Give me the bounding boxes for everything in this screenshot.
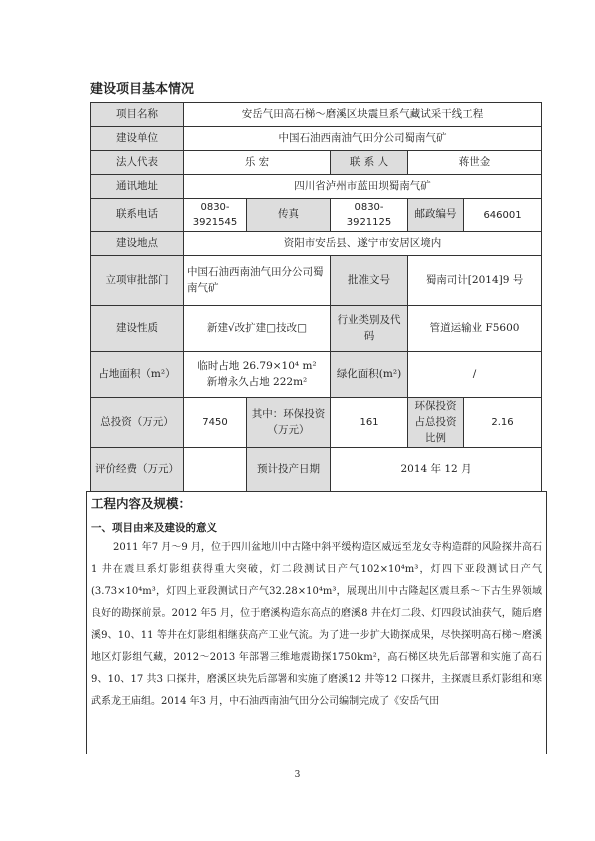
page-number: 3	[294, 770, 301, 780]
builder-label: 建设单位	[91, 127, 184, 151]
env-ratio: 2.16	[464, 398, 542, 448]
nature: 新建√改扩建□技改□	[184, 306, 331, 352]
contact: 蒋世金	[408, 151, 542, 175]
area-perm: 新增永久占地 222m²	[206, 375, 308, 388]
project-name: 安岳气田高石梯～磨溪区块震旦系气藏试采干线工程	[184, 103, 542, 127]
eval-label: 评价经费（万元）	[91, 448, 184, 492]
env-invest: 161	[331, 398, 408, 448]
area-temp: 临时占地 26.79×10⁴ m²	[197, 359, 317, 372]
env-invest-label: 其中：环保投资（万元）	[247, 398, 331, 448]
contact-label: 联 系 人	[331, 151, 408, 175]
site-label: 建设地点	[91, 232, 184, 256]
green-label: 绿化面积(m²)	[331, 352, 408, 398]
postcode: 646001	[464, 199, 542, 232]
approval-dept-label: 立项审批部门	[91, 256, 184, 306]
content-subheading: 一、项目由来及建设的意义	[91, 522, 217, 534]
industry: 管道运输业 F5600	[408, 306, 542, 352]
address: 四川省泸州市蓝田坝蜀南气矿	[184, 175, 542, 199]
invest-label: 总投资（万元）	[91, 398, 184, 448]
fax: 0830-3921125	[331, 199, 408, 232]
area-cell	[184, 352, 331, 398]
content-section	[86, 491, 547, 754]
industry-label: 行业类别及代码	[331, 306, 408, 352]
address-label: 通讯地址	[91, 175, 184, 199]
approval-no-label: 批准文号	[331, 256, 408, 306]
approval-no: 蜀南司计[2014]9 号	[408, 256, 542, 306]
site: 资阳市安岳县、遂宁市安居区境内	[184, 232, 542, 256]
area-label: 占地面积（m²）	[91, 352, 184, 398]
legal: 乐 宏	[184, 151, 331, 175]
legal-label: 法人代表	[91, 151, 184, 175]
phone: 0830-3921545	[184, 199, 247, 232]
content-heading: 工程内容及规模：	[91, 496, 192, 511]
project-info-table	[90, 102, 542, 492]
expected: 2014 年 12 月	[331, 448, 542, 492]
postcode-label: 邮政编号	[408, 199, 464, 232]
expected-label: 预计投产日期	[247, 448, 331, 492]
project-name-label: 项目名称	[91, 103, 184, 127]
green: /	[408, 352, 542, 398]
phone-label: 联系电话	[91, 199, 184, 232]
section-title: 建设项目基本情况	[90, 82, 195, 97]
invest: 7450	[184, 398, 247, 448]
eval	[184, 448, 247, 492]
env-ratio-label: 环保投资占总投资比例	[408, 398, 464, 448]
approval-dept: 中国石油西南油气田分公司蜀南气矿	[184, 256, 331, 306]
builder: 中国石油西南油气田分公司蜀南气矿	[184, 127, 542, 151]
fax-label: 传真	[247, 199, 331, 232]
content-paragraph: 2011 年7 月～9 月，位于四川盆地川中古隆中斜平缓构造区威远至龙女寺构造群的风险探井高石1 井在震旦系灯影组获得重大突破，灯二段测试日产气102×10⁴m³，灯四下亚段测试日产气(3.73×10⁴m³，灯四上亚段测试日产气32.28×10⁴m³，展现出川中古隆起区震旦系～下古生界领域良好的勘探前景。2012 年5 月，位于磨溪构造东高点的磨溪8 井在灯二段、灯四段试油获气，随后磨溪9、10、11 等井在灯影组相继获高产工业气流。为了进一步扩大勘探成果，尽快探明高石梯～磨溪地区灯影组气藏，2012～2013 年部署三维地震勘探1750km²，高石梯区块先后部署和实施了高石9、10、17 共3 口探井，磨溪区块先后部署和实施了磨溪12 井等12 口探井，主探震旦系灯影组和寒武系龙王庙组。2014 年3 月，中石油西南油气田分公司编制完成了《安岳气田	[91, 542, 542, 707]
nature-label: 建设性质	[91, 306, 184, 352]
